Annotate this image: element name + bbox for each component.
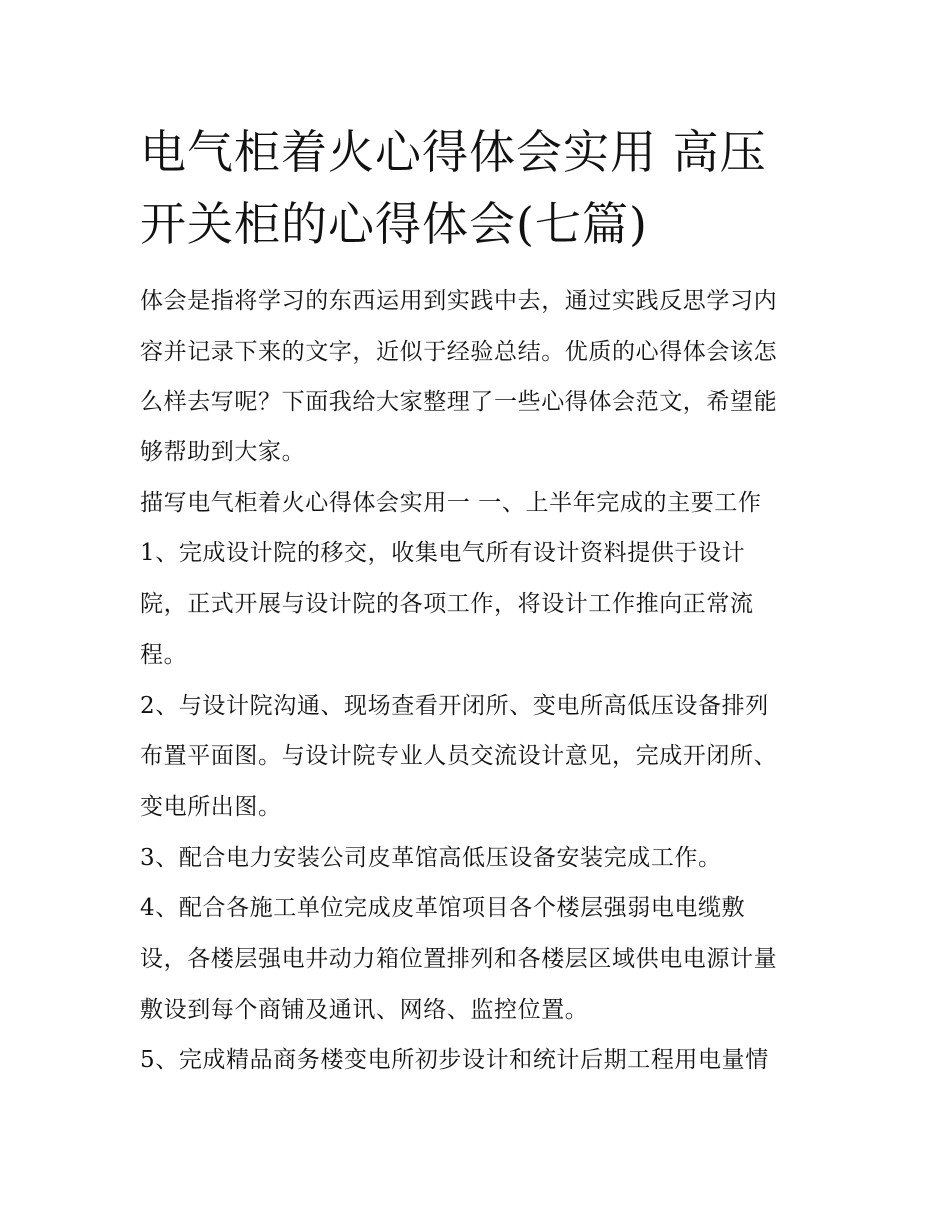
list-item-line: 5、完成精品商务楼变电所初步设计和统计后期工程用电量情 [140, 1047, 769, 1073]
list-item-line: 1、完成设计院的移交，收集电气所有设计资料提供于设计 [140, 540, 746, 566]
list-item-line: 院，正式开展与设计院的各项工作，将设计工作推向正常流 [140, 591, 754, 617]
list-item-line: 布置平面图。与设计院专业人员交流设计意见，完成开闭所、 [140, 743, 778, 769]
intro-line: 么样去写呢？下面我给大家整理了一些心得体会范文，希望能 [140, 389, 778, 415]
list-item-line: 程。 [140, 642, 188, 668]
list-item-line: 敷设到每个商铺及通讯、网络、监控位置。 [140, 997, 589, 1023]
title-line: 开关柜的心得体会(七篇) [140, 197, 648, 251]
list-item-line: 3、配合电力安装公司皮革馆高低压设备安装完成工作。 [140, 845, 722, 871]
intro-line: 够帮助到大家。 [140, 439, 306, 465]
section-heading: 描写电气柜着火心得体会实用一 一、上半年完成的主要工作 [140, 490, 762, 516]
document-title [140, 116, 820, 260]
list-item-line: 2、与设计院沟通、现场查看开闭所、变电所高低压设备排列 [140, 693, 769, 719]
title-line: 电气柜着火心得体会实用 高压 [140, 125, 767, 179]
list-item-line: 设，各楼层强电井动力箱位置排列和各楼层区域供电电源计量 [140, 946, 778, 972]
list-item-line: 4、配合各施工单位完成皮革馆项目各个楼层强弱电电缆敷 [140, 895, 746, 921]
intro-line: 体会是指将学习的东西运用到实践中去，通过实践反思学习内 [140, 288, 778, 314]
list-item-line: 变电所出图。 [140, 794, 282, 820]
intro-line: 容并记录下来的文字，近似于经验总结。优质的心得体会该怎 [140, 339, 778, 365]
